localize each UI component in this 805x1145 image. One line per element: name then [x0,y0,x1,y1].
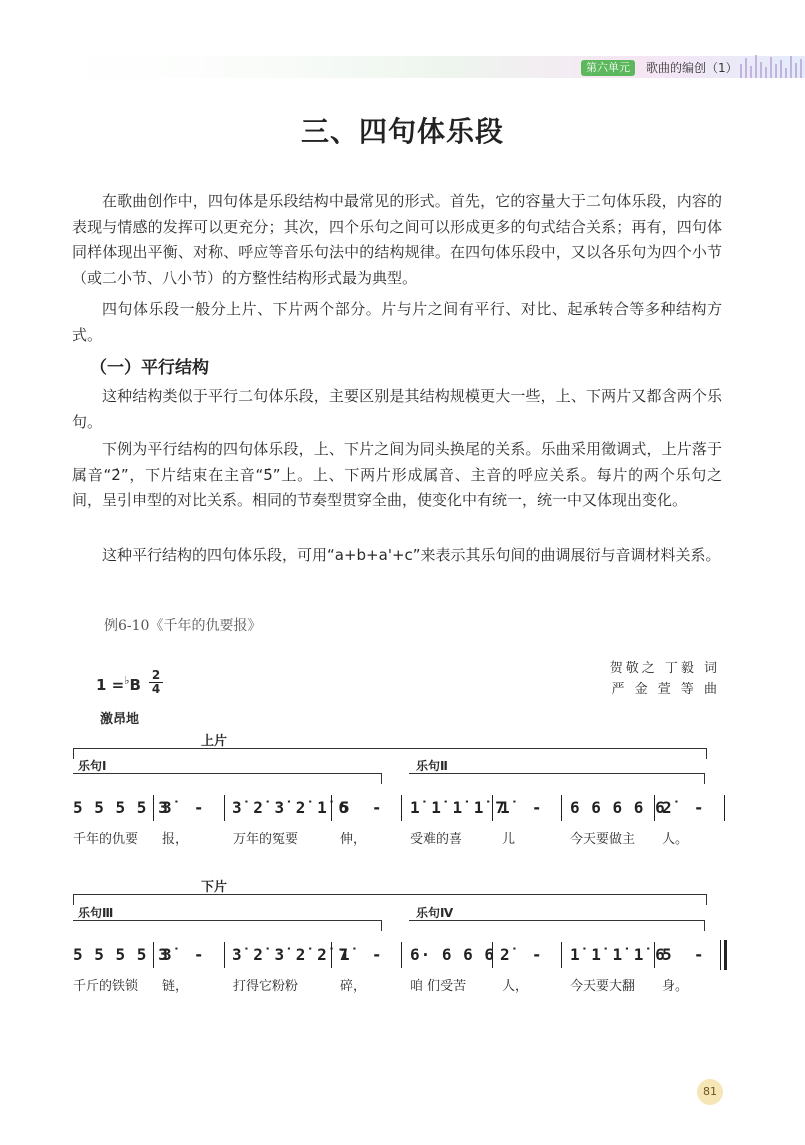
barline [492,795,493,821]
barline [331,795,332,821]
measure: 1̇ - [340,945,383,964]
barline [724,795,725,821]
paragraph: 四句体乐段一般分上片、下片两个部分。片与片之间有平行、对比、起承转合等多种结构方式。 [72,300,722,344]
measure: 1̇ 1̇ 1̇ 1̇ 6 [570,945,666,964]
lyric: 今天要大翻 [570,979,636,994]
composer-credit: 严 金 萱 等 曲 [611,682,720,697]
phrase-label: 乐句Ⅲ [78,906,114,920]
lyric: 人， [502,979,529,994]
barline [153,942,154,968]
phrase-label: 乐句Ⅱ [416,759,448,773]
phrase-line [73,773,381,774]
barline [561,795,562,821]
lyricist-credit: 贺敬之 丁毅 词 [609,661,720,676]
measure: 2̇ - [500,945,543,964]
measure: 6· 6 6 6 [410,945,496,964]
lyric: 打得它粉粉 [233,979,299,994]
lyric: 报， [162,832,189,847]
measure: 1̇ - [500,798,543,817]
measure: 5 - [662,945,705,964]
lyric: 万年的冤要 [233,832,299,847]
lyric: 咱 们受苦 [410,979,467,994]
measure: 6 6 6 6 6 [570,798,666,817]
paragraph: 这种平行结构的四句体乐段，可用“a+b+a'+c”来表示其乐句间的曲调展衍与音调材料关系。 [102,546,721,564]
key-signature: 1 =♭B [96,674,141,694]
phrase-tick [704,920,705,931]
phrase-label: 乐句Ⅳ [416,906,454,920]
lyric: 今天要做主 [570,832,636,847]
lyric: 千年的仇要 [73,832,139,847]
page-number: 81 [697,1079,723,1105]
barline [224,942,225,968]
measure: 3̇ 2̇ 3̇ 2̇ 2̇ 7 [232,945,349,964]
measure: 3̇ - [162,945,205,964]
paragraph: 这种结构类似于平行二句体乐段，主要区别是其结构规模更大一些，上、下两片又都含两个乐句。 [72,387,722,431]
measure: 5 5 5 5 3 [73,798,169,817]
measure: 3̇ - [162,798,205,817]
phrase-tick [381,773,382,784]
chapter-title: 歌曲的编创（1） [646,61,738,75]
phrase-tick [381,920,382,931]
measure: 2̇ - [662,798,705,817]
measure: 3̇ 2̇ 3̇ 2̇ 1̇ 6 [232,798,349,817]
barline [224,795,225,821]
lyric: 链， [162,979,189,994]
phrase-tick [704,773,705,784]
paragraph: 在歌曲创作中，四句体是乐段结构中最常见的形式。首先，它的容量大于二句体乐段，内容的表现与情感的发挥可以更充分；其次，四个乐句之间可以形成更多的句式结合关系；再有，四句体同样体现出平衡、对称、呼应等音乐句法中的结构规律。在四句体乐段中，又以各乐句为四个小节（或二小节、八小节）的方整性结构形式最为典型。 [72,192,722,287]
barline [401,795,402,821]
lyric: 碎， [340,979,367,994]
lyric: 千斤的铁锁 [73,979,139,994]
phrase-line [73,920,381,921]
barline [401,942,402,968]
lyric: 身。 [662,979,689,994]
barline [331,942,332,968]
section-label-upper: 上片 [201,734,228,749]
measure: 5 - [340,798,383,817]
section-bracket [73,748,707,759]
tempo-marking: 激昂地 [100,712,140,727]
section-bracket [73,894,707,905]
phrase-line [409,773,705,774]
subheading: （一）平行结构 [90,358,209,378]
time-signature: 2 4 [149,669,163,696]
page-title: 三、四句体乐段 [300,115,504,148]
barline [654,795,655,821]
lyric: 受难的喜 [410,832,463,847]
final-barline-thick [724,940,727,970]
unit-tag: 第六单元 [581,60,635,76]
barline [561,942,562,968]
measure: 1̇ 1̇ 1̇ 1̇ 7 [410,798,506,817]
barline [654,942,655,968]
phrase-line [409,920,705,921]
measure: 5 5 5 5 3 [73,945,169,964]
lyric: 儿 [502,832,516,847]
example-caption: 例6-10《千年的仇要报》 [104,618,262,634]
barline [153,795,154,821]
lyric: 人。 [662,832,689,847]
lyric: 伸， [340,832,367,847]
phrase-label: 乐句Ⅰ [78,759,107,773]
final-barline-thin [720,940,721,970]
paragraph: 下例为平行结构的四句体乐段，上、下片之间为同头换尾的关系。乐曲采用徵调式，上片落于属音“2̇”，下片结束在主音“5̇”上。上、下两片形成属音、主音的呼应关系。每片的两个乐句之间，呈引申型的对比关系。相同的节奏型贯穿全曲，使变化中有统一，统一中又体现出变化。 [72,440,722,509]
barline [492,942,493,968]
section-label-lower: 下片 [201,880,228,895]
